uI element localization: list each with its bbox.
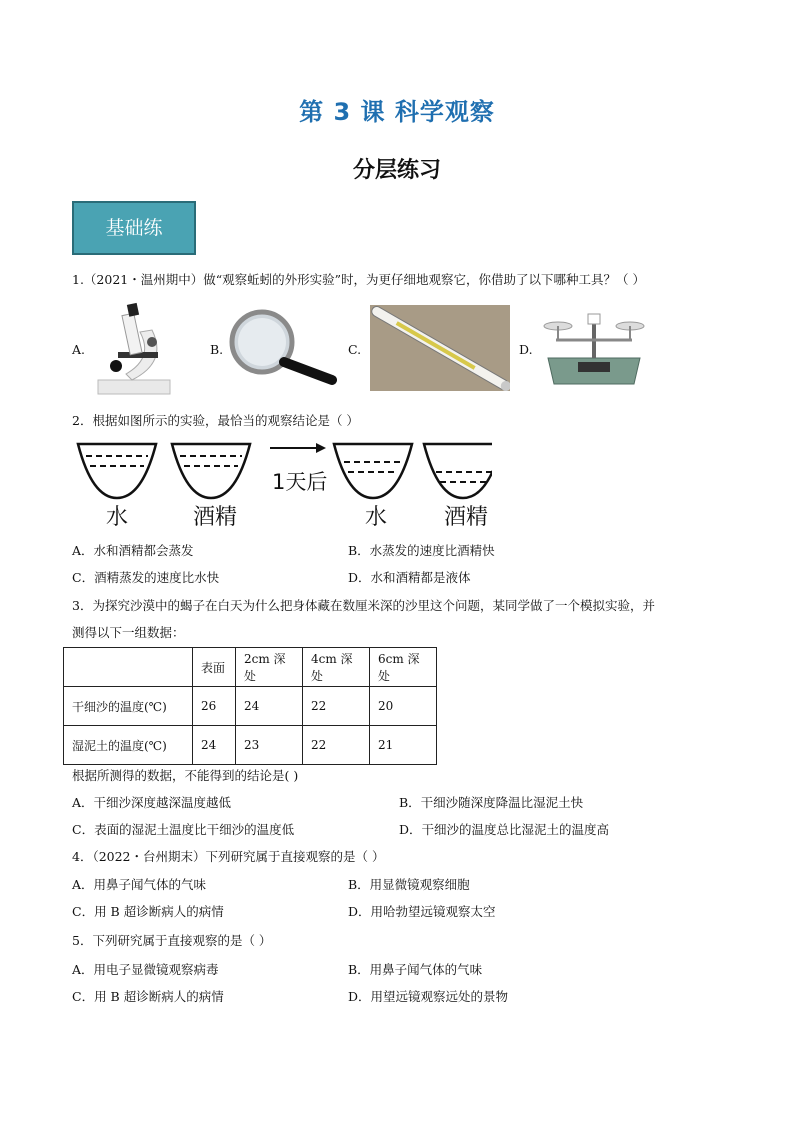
table-cell: 24 — [193, 726, 236, 765]
q3-option-d: D．干细沙的温度总比湿泥土的温度高 — [399, 822, 610, 837]
table-header-cell: 2cm 深处 — [236, 648, 303, 687]
figure-label-alcohol: 酒精 — [444, 505, 489, 530]
q2-option-c: C．酒精蒸发的速度比水快 — [72, 570, 220, 585]
q5-option-d: D．用望远镜观察远处的景物 — [348, 989, 509, 1004]
table-cell: 26 — [193, 687, 236, 726]
q3-option-b: B．干细沙随深度降温比湿泥土快 — [399, 795, 584, 810]
figure-label-water: 水 — [365, 505, 388, 530]
q5-stem: 5．下列研究属于直接观察的是（ ） — [72, 933, 272, 948]
q4-option-c: C．用 B 超诊断病人的病情 — [72, 904, 224, 919]
balance-scale-icon — [540, 306, 648, 388]
q4-option-b: B．用显微镜观察细胞 — [348, 877, 470, 892]
table-row — [64, 687, 437, 726]
figure-label-water: 水 — [106, 505, 129, 530]
q4-stem: 4．（2022・台州期末）下列研究属于直接观察的是（ ） — [72, 849, 385, 864]
section-subtitle: 分层练习 — [352, 157, 441, 183]
q3-option-a: A．干细沙深度越深温度越低 — [72, 795, 232, 810]
table-header-cell: 4cm 深处 — [303, 648, 370, 687]
table-header-cell: 6cm 深处 — [370, 648, 437, 687]
q3-stem-line2: 测得以下一组数据： — [72, 625, 185, 640]
table-header-cell: 表面 — [193, 648, 236, 687]
q3-stem-line1: 3．为探究沙漠中的蝎子在白天为什么把身体藏在数厘米深的沙里这个问题，某同学做了一个模拟实验，并 — [72, 598, 655, 613]
q5-option-c: C．用 B 超诊断病人的病情 — [72, 989, 224, 1004]
table-cell: 21 — [370, 726, 437, 765]
q5-option-b: B．用鼻子闻气体的气味 — [348, 962, 483, 977]
table-cell: 22 — [303, 726, 370, 765]
figure-label-alcohol: 酒精 — [193, 505, 238, 530]
q1-option-d-label: D. — [519, 342, 533, 357]
q3-option-c: C．表面的湿泥土温度比干细沙的温度低 — [72, 822, 295, 837]
q2-option-b: B．水蒸发的速度比酒精快 — [348, 543, 495, 558]
table-cell: 22 — [303, 687, 370, 726]
q1-option-c-label: C. — [348, 342, 362, 357]
table-cell: 湿泥土的温度(℃) — [64, 726, 193, 765]
q4-option-a: A．用鼻子闻气体的气味 — [72, 877, 207, 892]
table-cell: 23 — [236, 726, 303, 765]
q5-option-a: A．用电子显微镜观察病毒 — [72, 962, 219, 977]
table-header-row — [64, 648, 437, 687]
q1-option-a-label: A. — [72, 342, 86, 357]
microscope-icon — [92, 302, 176, 398]
table-cell: 24 — [236, 687, 303, 726]
q1-stem: 1.（2021・温州期中）做“观察蚯蚓的外形实验”时，为更仔细地观察它，你借助了以下哪种工具？（ ） — [72, 272, 645, 287]
table-cell: 干细沙的温度(℃) — [64, 687, 193, 726]
temperature-table — [63, 647, 437, 765]
q2-option-a: A．水和酒精都会蒸发 — [72, 543, 194, 558]
table-row — [64, 726, 437, 765]
alcohol-beaker-before — [172, 444, 250, 498]
lesson-title: 第 3 课 科学观察 — [299, 98, 495, 126]
q4-option-d: D．用哈勃望远镜观察太空 — [348, 904, 496, 919]
magnifier-icon — [228, 308, 340, 386]
q2-stem: 2．根据如图所示的实验，最恰当的观察结论是（ ） — [72, 413, 359, 428]
thermometer-icon — [370, 305, 510, 391]
table-header-cell — [64, 648, 193, 687]
q3-followup: 根据所测得的数据，不能得到的结论是( ) — [72, 768, 299, 783]
figure-label-after-1-day: 1天后 — [272, 470, 328, 494]
q1-option-b-label: B. — [210, 342, 224, 357]
water-beaker-before — [78, 444, 156, 498]
table-cell: 20 — [370, 687, 437, 726]
level-badge: 基础练 — [72, 201, 196, 255]
q2-option-d: D．水和酒精都是液体 — [348, 570, 471, 585]
